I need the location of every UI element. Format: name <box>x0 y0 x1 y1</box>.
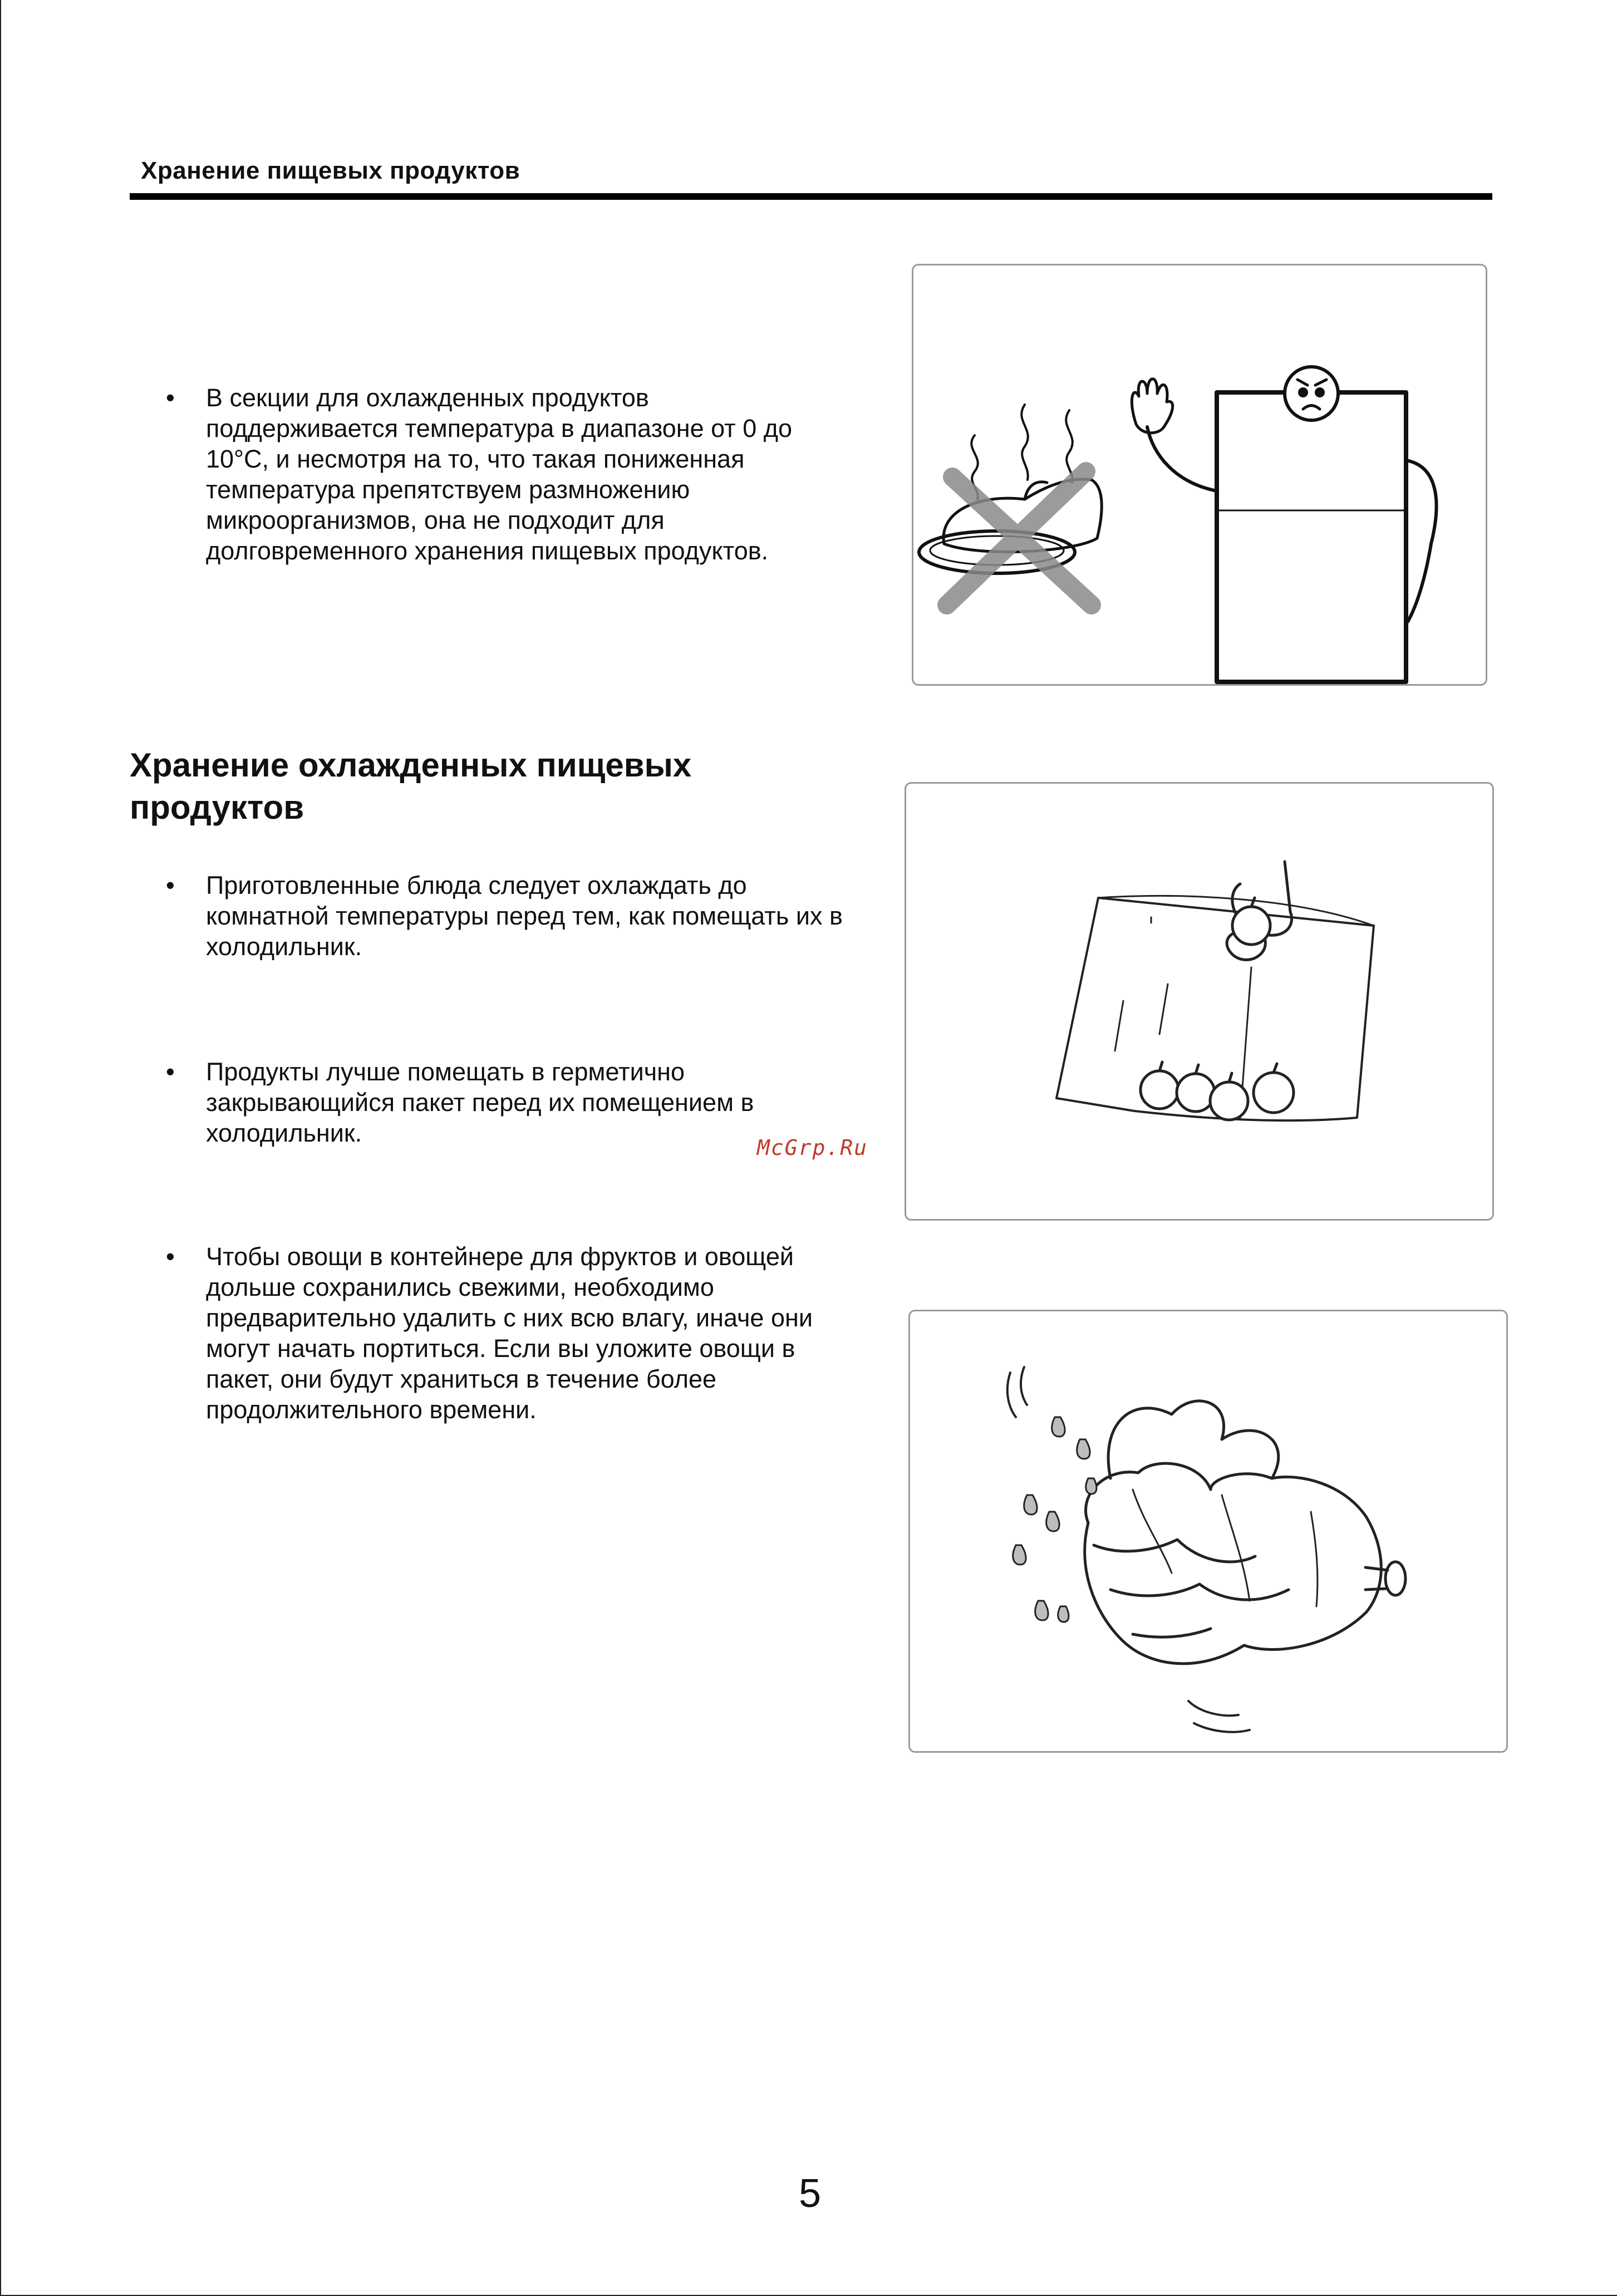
wet-lettuce-drawing <box>910 1311 1506 1751</box>
illustration-wet-lettuce <box>908 1310 1508 1753</box>
bullet-sealed-bag <box>166 1056 846 1148</box>
header-rule <box>130 193 1492 200</box>
bullet-text: Чтобы овощи в контейнере для фруктов и овощей дольше сохранились свежими, необходимо предварительно удалить с них всю влагу, иначе они могут начать портиться. Если вы уложите овощи в пакет, они будут храниться в течение более продолжительного времени. <box>206 1242 813 1424</box>
page-number: 5 <box>798 2171 822 2216</box>
bullet-cold-section-temperature <box>166 382 846 566</box>
bullet-text: Приготовленные блюда следует охлаждать до комнатной температуры перед тем, как помещать их в холодильник. <box>206 871 843 961</box>
bullet-dot: • <box>166 1058 175 1086</box>
lettuce-icon <box>1108 1401 1279 1478</box>
apples-in-bag-drawing <box>906 784 1492 1219</box>
illustration-apples-in-bag <box>905 782 1494 1221</box>
section-heading: Хранение охлажденных пищевых продуктов <box>130 746 692 826</box>
bullet-dot: • <box>166 384 175 412</box>
bullet-cool-before-storing <box>166 870 846 962</box>
bullet-dot: • <box>166 1242 175 1271</box>
water-drop-icon <box>1052 1417 1065 1437</box>
bullet-text: В секции для охлажденных продуктов поддерживается температура в диапазоне от 0 до 10°С, и несмотря на то, что такая пониженная температура препятствуем размножению микроорганизмов, она не подходит для долговременного хранения пищевых продуктов. <box>206 384 793 565</box>
hot-food-refused-drawing <box>913 266 1486 684</box>
watermark: McGrp.Ru <box>757 1135 868 1160</box>
bullet-dot: • <box>166 871 175 899</box>
illustration-hot-food-refused <box>912 264 1487 686</box>
page-header-title: Хранение пищевых продуктов <box>141 157 520 184</box>
bullet-text: Продукты лучше помещать в герметично закрывающийся пакет перед их помещением в холодильник. <box>206 1058 754 1147</box>
bullet-dry-vegetables <box>166 1241 846 1425</box>
